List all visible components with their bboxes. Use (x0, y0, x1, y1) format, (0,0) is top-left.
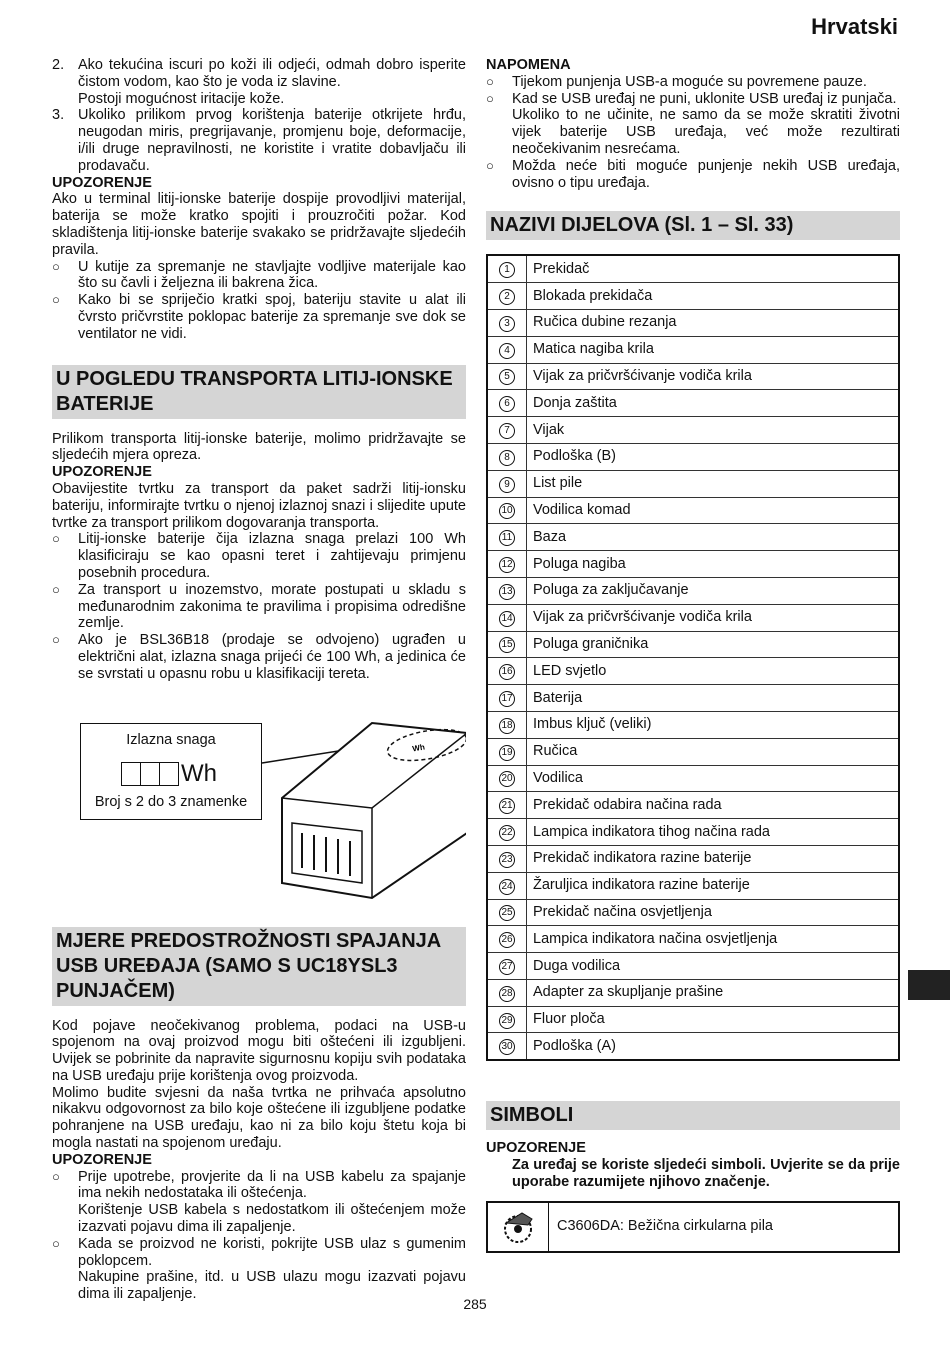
parts-row (487, 390, 899, 417)
symbols-warning-text: Za uređaj se koriste sljedeći simboli. Uvjerite se da prije uporabe razumijete njihovo značenje. (512, 1157, 900, 1190)
part-name: Žaruljica indikatora razine baterije (527, 872, 900, 899)
part-name: Prekidač odabira načina rada (527, 792, 900, 819)
bullet-item: ○ Kada se proizvod ne koristi, pokrijte USB ulaz s gumenim poklopcem. Nakupine prašine, itd. u USB ulazu mogu izazvati pojavu dima ili zapaljenje. (52, 1235, 466, 1303)
parts-row (487, 497, 899, 524)
parts-row (487, 577, 899, 604)
numbered-item: 2. Ako tekućina iscuri po koži ili odjeći, odmah dobro isperite čistom vodom, kao što je voda iz slavine. Postoji mogućnost iritacije kože. (52, 57, 466, 107)
part-number: 24 (499, 879, 515, 895)
part-name: Imbus ključ (veliki) (527, 711, 900, 738)
part-name: Poluga graničnika (527, 631, 900, 658)
circle-bullet-icon: ○ (486, 90, 494, 106)
part-number: 23 (499, 852, 515, 868)
parts-row (487, 711, 899, 738)
warning-label: UPOZORENJE (52, 464, 152, 481)
parts-table (486, 254, 900, 1061)
part-name: Lampica indikatora načina osvjetljenja (527, 926, 900, 953)
part-name: Matica nagiba krila (527, 336, 900, 363)
parts-row (487, 604, 899, 631)
parts-row (487, 792, 899, 819)
parts-row (487, 658, 899, 685)
part-number: 9 (499, 477, 515, 493)
part-number: 17 (499, 691, 515, 707)
part-name: Vijak (527, 417, 900, 444)
part-number: 8 (499, 450, 515, 466)
bullet-item: ○ Kad se USB uređaj ne puni, uklonite USB uređaj iz punjača. Ukoliko to ne učinite, ne samo da se može skratiti životni vijek baterije USB uređaja, već može rezultirati neočekivanim nesrećama. (486, 90, 900, 157)
battery-figure (52, 713, 466, 903)
part-number: 5 (499, 369, 515, 385)
transport-heading: U POGLEDU TRANSPORTA LITIJ-IONSKE BATERIJE (52, 365, 466, 419)
circle-bullet-icon: ○ (486, 73, 494, 89)
part-name: LED svjetlo (527, 658, 900, 685)
part-name: Fluor ploča (527, 1006, 900, 1033)
bullet-item: ○ Ako je BSL36B18 (prodaje se odvojeno) ugrađen u električni alat, izlazna snaga prijeći će 100 Wh, a jedinica će se svrstati u opasnu robu u klasifikaciji tereta. (52, 632, 466, 682)
parts-row (487, 443, 899, 470)
part-name: Prekidač (527, 255, 900, 282)
part-number: 13 (499, 584, 515, 600)
parts-row (487, 1006, 899, 1033)
circular-saw-icon (488, 1203, 549, 1251)
parts-row (487, 926, 899, 953)
part-number: 19 (499, 745, 515, 761)
parts-row (487, 819, 899, 846)
part-name: Prekidač načina osvjetljenja (527, 899, 900, 926)
battery-illustration (222, 713, 466, 903)
part-name: Poluga nagiba (527, 551, 900, 578)
part-name: Poluga za zaključavanje (527, 577, 900, 604)
part-number: 21 (499, 798, 515, 814)
bullet-item: ○ Prije upotrebe, provjerite da li na USB kabelu za spajanje ima nekih nedostataka ili oštećenja. Korištenje USB kabela s nedostatkom ili oštećenjem može izazvati pojavu dima ili zapaljenje. (52, 1168, 466, 1236)
part-name: Ručica (527, 738, 900, 765)
part-number: 16 (499, 664, 515, 680)
bullet-item: ○ Možda neće biti moguće punjenje nekih USB uređaja, ovisno o tipu uređaja. (486, 157, 900, 191)
bullet-item: ○ Litij-ionske baterije čija izlazna snaga prelazi 100 Wh klasificiraju se kao opasni teret i zahtijevaju primjenu posebnih procedura. (52, 531, 466, 581)
parts-row (487, 872, 899, 899)
language-label: Hrvatski (811, 14, 898, 39)
circle-bullet-icon: ○ (52, 292, 60, 308)
part-number: 1 (499, 262, 515, 278)
bullet-item: ○ Kako bi se spriječio kratki spoj, bateriju stavite u alat ili čvrsto pričvrstite poklopac baterije za spremanje sve dok se ventilator ne vidi. (52, 292, 466, 342)
parts-row (487, 417, 899, 444)
usb-text: Molimo budite svjesni da naša tvrtka ne prihvaća apsolutno nikakvu odgovornost za bilo koje oštećene ili izgubljene podatke pohranjene na USB uređaju, kao ni za bilo koju štetu koja bi mogla nastati na spojenom uređaju. (52, 1084, 466, 1152)
circle-bullet-icon: ○ (52, 531, 60, 547)
warning-text: Obavijestite tvrtku za transport da paket sadrži litij-ionsku bateriju, informirajte tvrtku o njenoj izlaznoj snazi i slijedite upute tvrtke za transport prilikom dogovaranja transporta. (52, 480, 466, 531)
warning-label: UPOZORENJE (486, 1140, 586, 1157)
part-name: Blokada prekidača (527, 283, 900, 310)
part-number: 10 (499, 503, 515, 519)
part-name: Adapter za skupljanje prašine (527, 979, 900, 1006)
parts-row (487, 845, 899, 872)
part-name: Baterija (527, 685, 900, 712)
parts-row (487, 524, 899, 551)
parts-row (487, 470, 899, 497)
usb-text: Kod pojave neočekivanog problema, podaci na USB-u spojenom na ovaj proizvod mogu biti oštećeni ili izgubljeni. Uvijek se pobrinite da napravite sigurnosnu kopiju svih podataka na USB uređaju prije korištenja ovog proizvoda. (52, 1017, 466, 1084)
parts-row (487, 738, 899, 765)
part-name: Vijak za pričvršćivanje vodiča krila (527, 604, 900, 631)
parts-row (487, 309, 899, 336)
circle-bullet-icon: ○ (52, 1235, 60, 1251)
parts-row (487, 953, 899, 980)
parts-row (487, 899, 899, 926)
part-name: Prekidač indikatora razine baterije (527, 845, 900, 872)
part-number: 12 (499, 557, 515, 573)
page-number: 285 (463, 1296, 487, 1312)
parts-row (487, 765, 899, 792)
warning-label: UPOZORENJE (52, 1151, 152, 1168)
symbols-heading: SIMBOLI (486, 1101, 900, 1130)
part-number: 30 (499, 1039, 515, 1055)
part-number: 6 (499, 396, 515, 412)
part-number: 22 (499, 825, 515, 841)
left-column (52, 57, 466, 1303)
part-name: Podloška (A) (527, 1033, 900, 1060)
parts-row (487, 363, 899, 390)
language-tab-marker (908, 970, 950, 1000)
part-name: Baza (527, 524, 900, 551)
part-number: 18 (499, 718, 515, 734)
part-name: Podloška (B) (527, 443, 900, 470)
part-name: Ručica dubine rezanja (527, 309, 900, 336)
circle-bullet-icon: ○ (52, 581, 60, 597)
part-number: 29 (499, 1013, 515, 1029)
bullet-item: ○ Za transport u inozemstvo, morate postupati u skladu s međunarodnim zakonima te pravilima i propisima odredišne zemlje. (52, 581, 466, 632)
symbol-text: C3606DA: Bežična cirkularna pila (557, 1218, 773, 1235)
parts-row (487, 1033, 899, 1060)
note-label: NAPOMENA (486, 57, 571, 73)
warning-text: Ako u terminal litij-ionske baterije dospije provodljivi materijal, baterija se može kratko spojiti i prouzročiti požar. Kod skladištenja litij-ionske baterije svakako se pridržavajte sljedećih pravila. (52, 191, 466, 258)
part-number: 3 (499, 316, 515, 332)
part-number: 25 (499, 905, 515, 921)
part-number: 2 (499, 289, 515, 305)
part-number: 15 (499, 637, 515, 653)
circle-bullet-icon: ○ (52, 258, 60, 274)
output-label-box: Izlazna snaga Wh Broj s 2 do 3 znamenke (80, 723, 262, 820)
part-number: 11 (499, 530, 515, 546)
part-name: Vijak za pričvršćivanje vodiča krila (527, 363, 900, 390)
circle-bullet-icon: ○ (52, 632, 60, 648)
part-number: 4 (499, 343, 515, 359)
part-number: 27 (499, 959, 515, 975)
parts-row (487, 336, 899, 363)
numbered-item: 3. Ukoliko prilikom prvog korištenja baterije otkrijete hrđu, neugodan miris, pregrijavanje, promjenu boje, deformacije, i/ili druge nepravilnosti, ne koristite i vratite dobavljaču ili prodavaču. (52, 107, 466, 174)
parts-row (487, 685, 899, 712)
parts-row (487, 255, 899, 282)
parts-row (487, 979, 899, 1006)
part-name: Donja zaštita (527, 390, 900, 417)
right-column (486, 57, 900, 1253)
parts-row (487, 551, 899, 578)
part-number: 7 (499, 423, 515, 439)
symbol-row (486, 1201, 900, 1253)
part-name: Vodilica komad (527, 497, 900, 524)
part-name: List pile (527, 470, 900, 497)
bullet-item: ○ Tijekom punjenja USB-a moguće su povremene pauze. (486, 73, 867, 90)
usb-heading: MJERE PREDOSTROŽNOSTI SPAJANJA USB UREĐAJA (SAMO S UC18YSL3 PUNJAČEM) (52, 927, 466, 1006)
bullet-item: ○ U kutije za spremanje ne stavljajte vodljive materijale kao što su čavli i željezna ili bakrena žica. (52, 258, 466, 292)
circle-bullet-icon: ○ (52, 1168, 60, 1184)
part-name: Duga vodilica (527, 953, 900, 980)
part-name: Lampica indikatora tihog načina rada (527, 819, 900, 846)
parts-row (487, 631, 899, 658)
transport-intro: Prilikom transporta litij-ionske baterije, molimo pridržavajte se sljedećih mjera opreza. (52, 430, 466, 464)
part-number: 28 (499, 986, 515, 1002)
parts-row (487, 283, 899, 310)
part-number: 14 (499, 611, 515, 627)
circle-bullet-icon: ○ (486, 157, 494, 173)
part-number: 20 (499, 771, 515, 787)
part-number: 26 (499, 932, 515, 948)
warning-label: UPOZORENJE (52, 174, 152, 191)
parts-heading: NAZIVI DIJELOVA (Sl. 1 – Sl. 33) (486, 211, 900, 240)
svg-text:Wh: Wh (411, 741, 426, 754)
part-name: Vodilica (527, 765, 900, 792)
